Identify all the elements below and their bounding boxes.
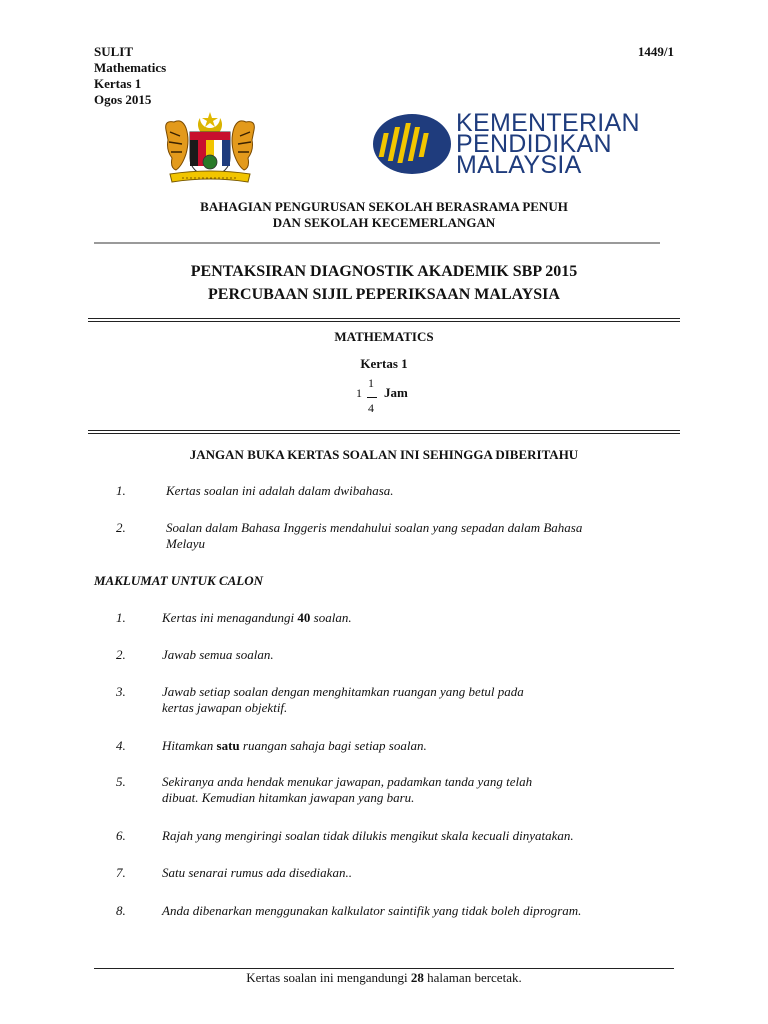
duration-whole: 1 [356, 386, 362, 400]
instruction-number: 2. [116, 520, 126, 535]
exam-title [0, 260, 768, 306]
item-text [162, 610, 352, 626]
candidate-info-item [116, 738, 686, 754]
instruction-text: Kertas soalan ini adalah dalam dwibahasa. [166, 483, 394, 498]
item-number: 5. [116, 774, 126, 789]
footer-pre: Kertas soalan ini mengandungi [246, 970, 411, 985]
exam-title-line-2: PERCUBAAN SIJIL PEPERIKSAAN MALAYSIA [208, 286, 560, 303]
item-number: 2. [116, 647, 126, 662]
duration-denominator: 4 [368, 401, 374, 415]
page-count-footer [0, 970, 768, 986]
duration [356, 376, 416, 416]
item-number: 1. [116, 610, 126, 625]
page-count: 28 [410, 970, 424, 985]
instruction-text-line-1: Soalan dalam Bahasa Inggeris mendahului soalan yang sepadan dalam Bahasa [166, 520, 583, 535]
candidate-info-item [116, 828, 686, 844]
double-divider-bottom [88, 430, 680, 434]
item-text: Jawab semua soalan. [162, 647, 274, 662]
agency-name [0, 199, 768, 231]
agency-line-1: BAHAGIAN PENGURUSAN SEKOLAH BERASRAMA PENUH [200, 199, 568, 214]
item-number: 4. [116, 738, 126, 753]
item-text: Anda dibenarkan menggunakan kalkulator saintifik yang tidak boleh diprogram. [162, 903, 582, 918]
candidate-info-heading: MAKLUMAT UNTUK CALON [94, 573, 264, 588]
instruction-item [116, 483, 686, 499]
item-text [162, 774, 532, 806]
footer-post: halaman bercetak. [423, 970, 522, 985]
candidate-info-item [116, 774, 686, 806]
item-text-line-1: Jawab setiap soalan dengan menghitamkan ruangan yang betul pada [162, 684, 524, 699]
item-text: Rajah yang mengiringi soalan tidak dilukis mengikut skala kecuali dinyatakan. [162, 828, 574, 843]
candidate-info-item [116, 903, 686, 919]
candidate-info-item [116, 610, 686, 626]
ministry-name-logo [456, 109, 640, 179]
item-number: 8. [116, 903, 126, 918]
exam-title-line-1: PENTAKSIRAN DIAGNOSTIK AKADEMIK SBP 2015 [190, 263, 578, 280]
header-sulit: SULIT [94, 44, 134, 59]
item-text-line-2: kertas jawapan objektif. [162, 700, 288, 715]
header-subject: Mathematics [94, 60, 167, 75]
paper-code: 1449/1 [637, 44, 674, 59]
ministry-line-2: PENDIDIKAN [456, 130, 612, 158]
candidate-info-item [116, 865, 686, 881]
item-number: 3. [116, 684, 126, 699]
coat-of-arms-logo [160, 110, 260, 188]
candidate-info-item [116, 647, 686, 663]
instruction-item [116, 520, 686, 552]
item-text-post: soalan. [310, 610, 352, 625]
item-text-pre: Kertas ini menagandungi [162, 610, 298, 625]
instruction-text [166, 520, 582, 552]
ministry-line-1: KEMENTERIAN [456, 109, 640, 137]
item-text-post: ruangan sahaja bagi setiap soalan. [239, 738, 427, 753]
item-text-pre: Hitamkan [162, 738, 217, 753]
header-date: Ogos 2015 [94, 92, 152, 107]
header-paper: Kertas 1 [94, 76, 142, 91]
item-text: Satu senarai rumus ada disediakan.. [162, 865, 352, 880]
paper-name: Kertas 1 [360, 356, 408, 371]
divider [94, 242, 660, 244]
header-meta [94, 44, 166, 108]
item-text [162, 738, 427, 754]
item-text-line-1: Sekiranya anda hendak menukar jawapan, padamkan tanda yang telah [162, 774, 533, 789]
instruction-text-line-2: Melayu [166, 536, 205, 551]
fraction-bar [367, 397, 377, 398]
emphasis-word: satu [216, 738, 240, 753]
duration-numerator: 1 [368, 376, 374, 390]
double-divider-top [88, 318, 680, 322]
ministry-line-3: MALAYSIA [456, 151, 582, 179]
candidate-info-item [116, 684, 686, 716]
duration-unit: Jam [384, 385, 408, 400]
instruction-number: 1. [116, 483, 126, 498]
question-count: 40 [297, 610, 311, 625]
item-text-line-2: dibuat. Kemudian hitamkan jawapan yang baru. [162, 790, 415, 805]
item-number: 7. [116, 865, 126, 880]
agency-line-2: DAN SEKOLAH KECEMERLANGAN [272, 215, 496, 230]
footer-rule [94, 968, 674, 969]
subject-name: MATHEMATICS [334, 329, 434, 344]
ministry-emblem-logo [372, 113, 452, 175]
item-number: 6. [116, 828, 126, 843]
item-text [162, 684, 524, 716]
warning-text: JANGAN BUKA KERTAS SOALAN INI SEHINGGA DIBERITAHU [189, 447, 579, 462]
